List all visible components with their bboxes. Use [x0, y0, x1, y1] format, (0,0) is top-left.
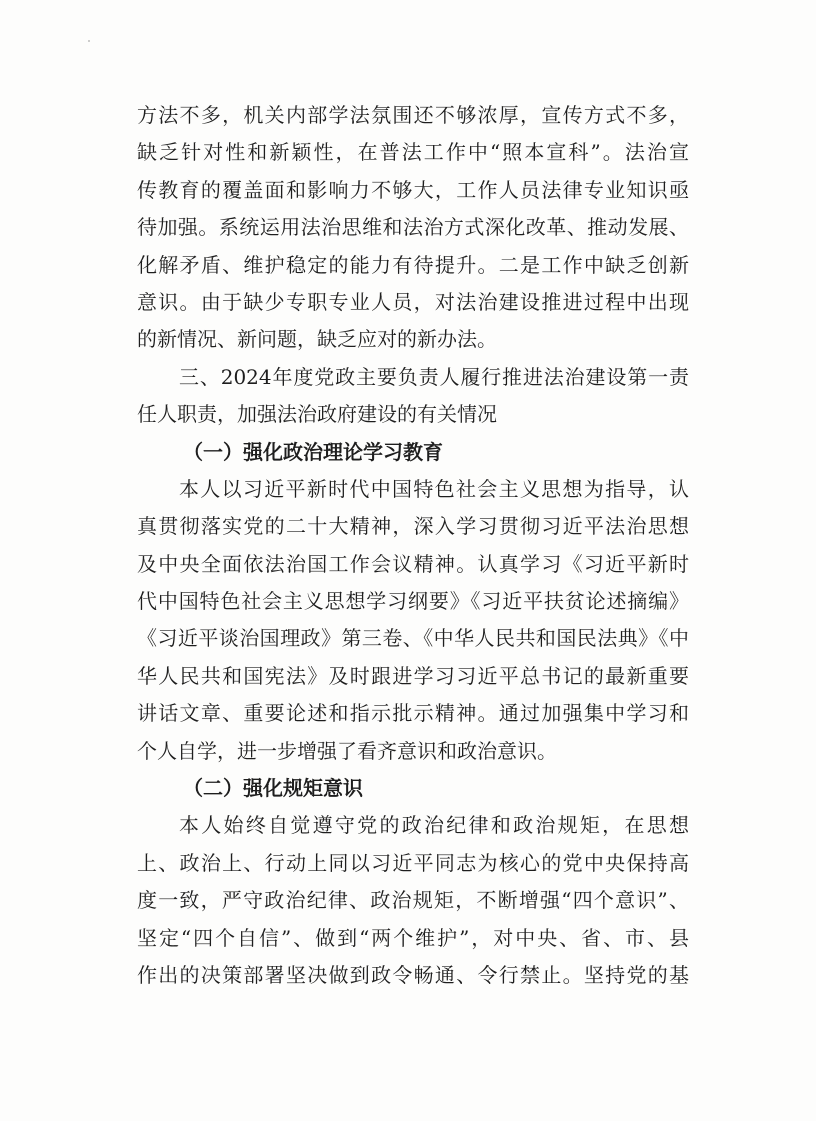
section-heading: （二）强化规矩意识	[183, 776, 363, 801]
text-line: 个人自学，进一步增强了看齐意识和政治意识。	[137, 738, 557, 763]
scan-speck	[88, 40, 90, 42]
text-line: 坚定“四个自信”、做到“两个维护”，对中央、省、市、县	[137, 925, 689, 950]
text-line: 及中央全面依法治国工作会议精神。认真学习《习近平新时	[137, 551, 689, 576]
section-heading: （一）强化政治理论学习教育	[183, 439, 443, 464]
text-line: 上、政治上、行动上同以习近平同志为核心的党中央保持高	[137, 850, 689, 875]
text-line: 化解矛盾、维护稳定的能力有待提升。二是工作中缺乏创新	[137, 252, 689, 277]
text-line: 代中国特色社会主义思想学习纲要》《习近平扶贫论述摘编》	[137, 589, 689, 614]
text-line: 华人民共和国宪法》及时跟进学习习近平总书记的最新重要	[137, 663, 689, 688]
text-line: 待加强。系统运用法治思维和法治方式深化改革、推动发展、	[137, 215, 689, 240]
text-line: 意识。由于缺少专职专业人员，对法治建设推进过程中出现	[137, 289, 689, 314]
text-line: 传教育的覆盖面和影响力不够大，工作人员法律专业知识亟	[137, 177, 689, 202]
text-line: 讲话文章、重要论述和指示批示精神。通过加强集中学习和	[137, 701, 689, 726]
text-line: 三、2024年度党政主要负责人履行推进法治建设第一责	[179, 364, 689, 389]
text-line: 本人始终自觉遵守党的政治纪律和政治规矩，在思想	[179, 813, 689, 838]
text-line: 任人职责，加强法治政府建设的有关情况	[137, 402, 497, 427]
document-body	[137, 97, 689, 994]
text-line: 真贯彻落实党的二十大精神，深入学习贯彻习近平法治思想	[137, 514, 689, 539]
text-line: 《习近平谈治国理政》第三卷、《中华人民共和国民法典》《中	[137, 626, 689, 651]
text-line: 方法不多，机关内部学法氛围还不够浓厚，宣传方式不多，	[137, 103, 689, 127]
text-line: 缺乏针对性和新颖性，在普法工作中“照本宣科”。法治宣	[137, 140, 689, 165]
text-line: 作出的决策部署坚决做到政令畅通、令行禁止。坚持党的基	[137, 962, 689, 987]
text-line: 度一致，严守政治纪律、政治规矩，不断增强“四个意识”、	[137, 888, 689, 913]
text-line: 的新情况、新问题，缺乏应对的新办法。	[137, 327, 497, 352]
text-line: 本人以习近平新时代中国特色社会主义思想为指导，认	[179, 476, 689, 501]
